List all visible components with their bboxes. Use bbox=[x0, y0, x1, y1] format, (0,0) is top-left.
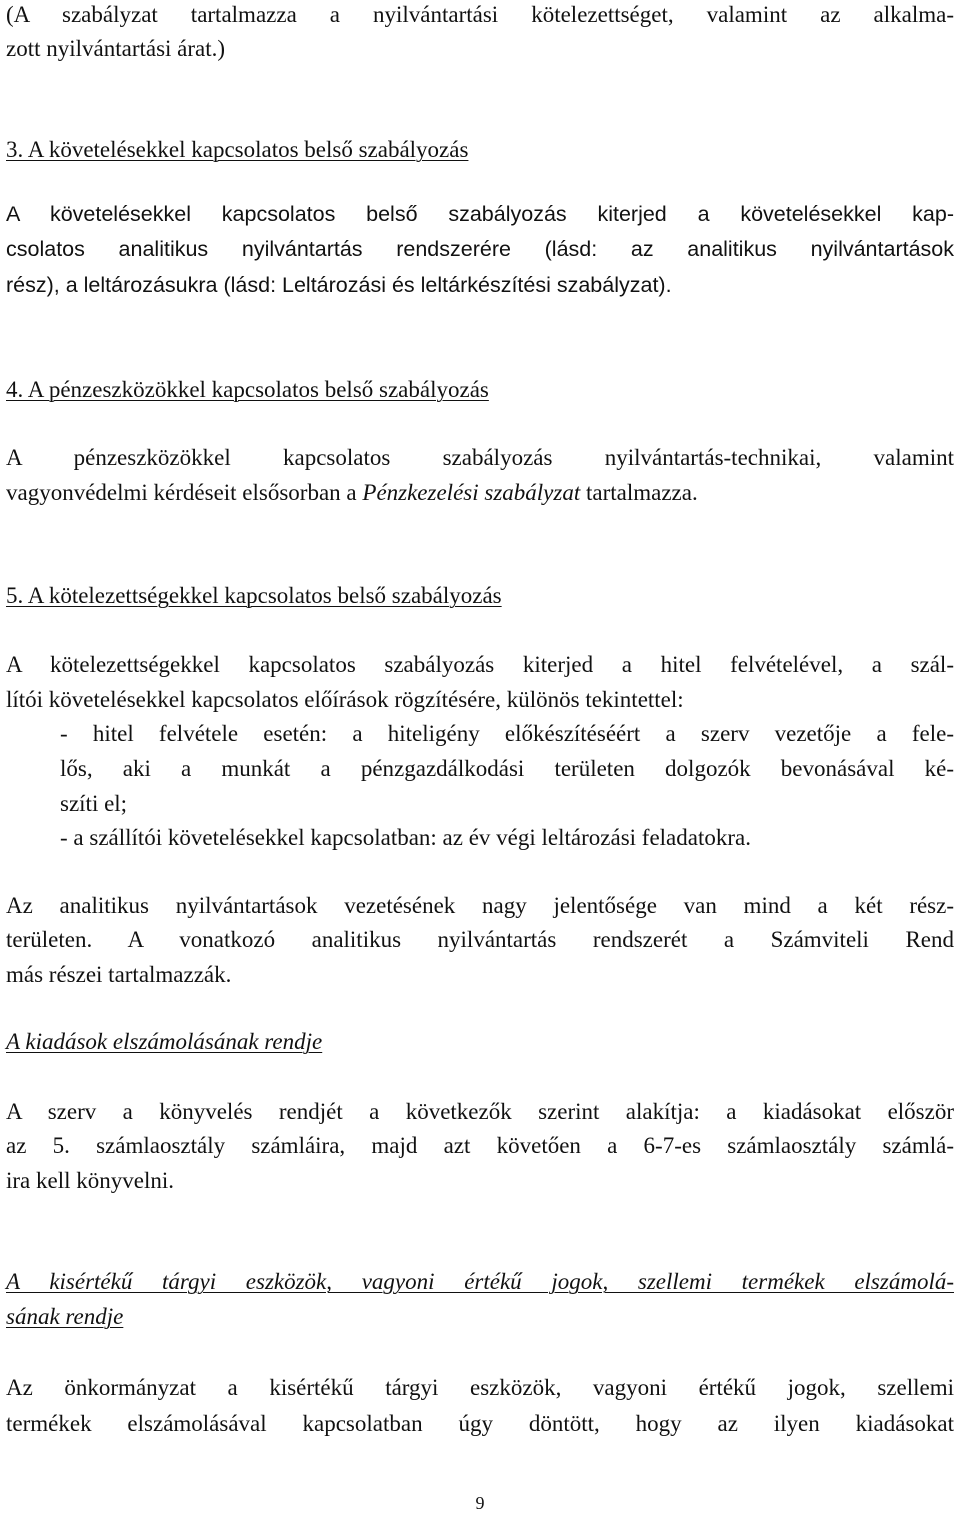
body-line: Az önkormányzat a kisértékű tárgyi eszközök, vagyoni értékű jogok, szellemi bbox=[6, 1375, 954, 1400]
body-line: A pénzeszközökkel kapcsolatos szabályozás nyilvántartás-technikai, valamint bbox=[6, 445, 954, 470]
body-line bbox=[6, 478, 698, 508]
body-text: tartalmazza. bbox=[580, 480, 698, 505]
body-line: A követelésekkel kapcsolatos belső szabályozás kiterjed a követelésekkel kap- bbox=[6, 202, 954, 226]
bullet-line: szíti el; bbox=[60, 791, 128, 816]
page-number: 9 bbox=[475, 1493, 485, 1513]
body-line: más részei tartalmazzák. bbox=[6, 962, 232, 987]
body-line: termékek elszámolásával kapcsolatban úgy döntött, hogy az ilyen kiadásokat bbox=[6, 1411, 954, 1436]
body-line: A szerv a könyvelés rendjét a következők szerint alakítja: a kiadásokat először bbox=[6, 1099, 954, 1124]
body-line: Az analitikus nyilvántartások vezetésének nagy jelentősége van mind a két rész- bbox=[6, 893, 954, 918]
body-line: rész), a leltározásukra (lásd: Leltározási és leltárkészítési szabályzat). bbox=[6, 273, 672, 297]
bullet-line: - hitel felvétele esetén: a hiteligény előkészítéséért a szerv vezetője a fele- bbox=[60, 721, 954, 746]
body-line: csolatos analitikus nyilvántartás rendszerére (lásd: az analitikus nyilvántartások bbox=[6, 237, 954, 261]
body-line: lítói követelésekkel kapcsolatos előírások rögzítésére, különös tekintettel: bbox=[6, 687, 684, 712]
intro-line: (A szabályzat tartalmazza a nyilvántartási kötelezettséget, valamint az alkalma- bbox=[6, 2, 954, 27]
kisertekű-heading: A kisértékű tárgyi eszközök, vagyoni értékű jogok, szellemi termékek elszámolá- bbox=[6, 1269, 954, 1294]
document-reference: Pénzkezelési szabályzat bbox=[362, 480, 581, 505]
body-line: A kötelezettségekkel kapcsolatos szabályozás kiterjed a hitel felvételével, a szál- bbox=[6, 652, 954, 677]
section-4-heading: 4. A pénzeszközökkel kapcsolatos belső szabályozás bbox=[6, 377, 489, 402]
bullet-line: - a szállítói követelésekkel kapcsolatban: az év végi leltározási feladatokra. bbox=[60, 825, 751, 850]
intro-line: zott nyilvántartási árat.) bbox=[6, 36, 226, 61]
section-5-heading: 5. A kötelezettségekkel kapcsolatos belső szabályozás bbox=[6, 583, 502, 608]
body-text: vagyonvédelmi kérdéseit elsősorban a bbox=[6, 480, 363, 505]
body-line: az 5. számlaosztály számláira, majd azt követően a 6-7-es számlaosztály számlá- bbox=[6, 1133, 954, 1158]
body-line: ira kell könyvelni. bbox=[6, 1168, 174, 1193]
section-3-heading: 3. A követelésekkel kapcsolatos belső szabályozás bbox=[6, 137, 469, 162]
kiadasok-heading: A kiadások elszámolásának rendje bbox=[6, 1029, 323, 1054]
body-line: területen. A vonatkozó analitikus nyilvántartás rendszerét a Számviteli Rend bbox=[6, 927, 954, 952]
kisertekű-heading: sának rendje bbox=[6, 1304, 124, 1329]
bullet-line: lős, aki a munkát a pénzgazdálkodási területen dolgozók bevonásával ké- bbox=[60, 756, 954, 781]
